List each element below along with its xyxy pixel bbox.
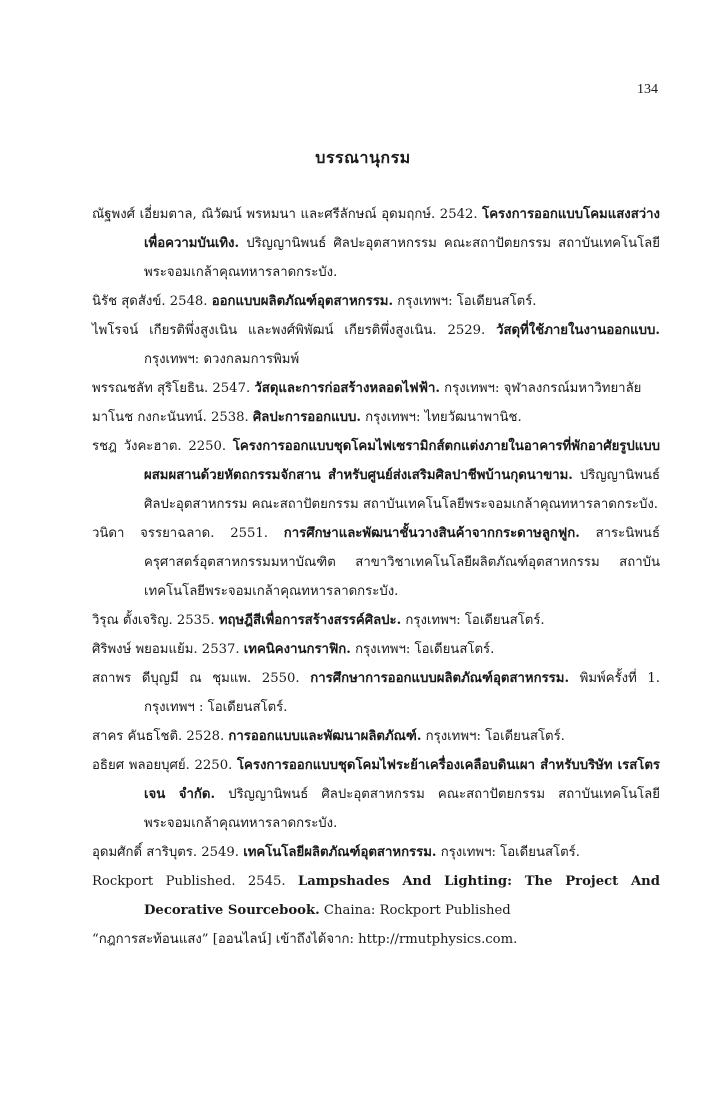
entry-publisher: สาระนิพนธ์ ครุศาสตร์อุตสาหกรรมมหาบัณฑิต สาขาวิชาเทคโนโลยีผลิตภัณฑ์อุตสาหกรรม สถาบันเทคโนโลยีพระจอมเกล้าคุณทหารลาดกระบัง. xyxy=(144,526,660,599)
entry-author-year: อธิยศ พลอยบุศย์. 2250. xyxy=(92,758,237,773)
page-title: บรรณานุกรม xyxy=(315,148,411,167)
bibliography-entry xyxy=(92,867,660,925)
entry-title: โครงการออกแบบชุดโคมไฟระย้าเครื่องเคลือบดินเผา สำหรับบริษัท เรสโตรเจน จำกัด. xyxy=(144,758,660,802)
entry-title: วัสดุและการก่อสร้างหลอดไฟฟ้า. xyxy=(254,381,440,396)
bibliography-entry xyxy=(92,519,660,606)
entry-author-year: “กฎการสะท้อนแสง” [ออนไลน์] เข้าถึงได้จาก: http://rmutphysics.com. xyxy=(92,932,518,947)
entry-publisher: Chaina: Rockport Published xyxy=(319,903,511,918)
entry-author-year: มาโนช กงกะนันทน์. 2538. xyxy=(92,410,253,425)
entry-publisher: ปริญญานิพนธ์ ศิลปะอุตสาหกรรม คณะสถาปัตยกรรม สถาบันเทคโนโลยีพระจอมเกล้าคุณทหารลาดกระบัง. xyxy=(144,236,660,280)
entry-title: การออกแบบและพัฒนาผลิตภัณฑ์. xyxy=(228,729,422,744)
entry-title: ทฤษฎีสีเพื่อการสร้างสรรค์ศิลปะ. xyxy=(218,613,402,628)
entry-title: การศึกษาและพัฒนาชั้นวางสินค้าจากกระดาษลูกฟูก. xyxy=(283,526,580,541)
bibliography-entry xyxy=(92,432,660,519)
bibliography-entry xyxy=(92,200,660,287)
entry-publisher: กรุงเทพฯ: ดวงกลมการพิมพ์ xyxy=(144,352,300,367)
entry-publisher: กรุงเทพฯ: โอเดียนสโตร์. xyxy=(436,845,580,860)
bibliography-entry xyxy=(92,403,660,432)
page-number: 134 xyxy=(637,82,658,97)
entry-publisher: กรุงเทพฯ: โอเดียนสโตร์. xyxy=(350,642,495,657)
entry-title: การศึกษาการออกแบบผลิตภัณฑ์อุตสาหกรรม. xyxy=(310,671,570,686)
entry-publisher: กรุงเทพฯ: โอเดียนสโตร์. xyxy=(393,294,537,309)
entry-author-year: วนิดา จรรยาฉลาด. 2551. xyxy=(92,526,284,541)
entry-title: วัสดุที่ใช้ภายในงานออกแบบ. xyxy=(496,323,660,338)
entry-author-year: สถาพร ดีบุญมี ณ ชุมแพ. 2550. xyxy=(92,671,311,686)
entry-publisher: กรุงเทพฯ: โอเดียนสโตร์. xyxy=(401,613,545,628)
entry-title: โครงการออกแบบชุดโคมไฟเซรามิกส์ตกแต่งภายในอาคารที่พักอาศัยรูปแบบผสมผสานด้วยหัตถกรรมจักสาน สำหรับศูนย์ส่งเสริมศิลปาชีพบ้านกุดนาขาม. xyxy=(144,439,660,483)
entry-publisher: พิมพ์ครั้งที่ 1. กรุงเทพฯ : โอเดียนสโตร์. xyxy=(144,671,660,715)
entry-author-year: ณัฐพงศ์ เอี่ยมตาล, ณิวัฒน์ พรหมนา และศรีลักษณ์ อุดมฤกษ์. 2542. xyxy=(92,207,483,222)
entry-publisher: กรุงเทพฯ: โอเดียนสโตร์. xyxy=(421,729,565,744)
entry-author-year: Rockport Published. 2545. xyxy=(92,874,298,889)
entry-author-year: ไพโรจน์ เกียรติพึ่งสูงเนิน และพงศ์พิพัฒน์ เกียรติพึ่งสูงเนิน. 2529. xyxy=(92,323,497,338)
bibliography-entry xyxy=(92,316,660,374)
bibliography-entry xyxy=(92,751,660,838)
entry-title: Lampshades And Lighting: The Project And Decorative Sourcebook. xyxy=(144,874,660,918)
entry-author-year: อุดมศักดิ์ สาริบุตร. 2549. xyxy=(92,845,244,860)
bibliography-list xyxy=(92,200,660,954)
entry-author-year: นิรัช สุดสังข์. 2548. xyxy=(92,294,212,309)
entry-author-year: รชฎ วังคะฮาต. 2250. xyxy=(92,439,233,454)
entry-publisher: กรุงเทพฯ: จุฬาลงกรณ์มหาวิทยาลัย xyxy=(439,381,642,396)
entry-title: เทคนิคงานกราฟิก. xyxy=(243,642,351,657)
bibliography-entry xyxy=(92,287,660,316)
entry-author-year: พรรณชลัท สุริโยธิน. 2547. xyxy=(92,381,255,396)
entry-title: เทคโนโลยีผลิตภัณฑ์อุตสาหกรรม. xyxy=(243,845,437,860)
bibliography-entry xyxy=(92,925,660,954)
bibliography-entry xyxy=(92,606,660,635)
entry-title: โครงการออกแบบโคมแสงสว่างเพื่อความบันเทิง. xyxy=(144,207,660,251)
entry-publisher: ปริญญานิพนธ์ ศิลปะอุตสาหกรรม คณะสถาปัตยกรรม สถาบันเทคโนโลยีพระจอมเกล้าคุณทหารลาดกระบัง. xyxy=(144,787,660,831)
bibliography-entry xyxy=(92,374,660,403)
entry-title: ศิลปะการออกแบบ. xyxy=(252,410,361,425)
bibliography-entry xyxy=(92,635,660,664)
bibliography-entry xyxy=(92,722,660,751)
entry-author-year: วิรุณ ตั้งเจริญ. 2535. xyxy=(92,613,219,628)
bibliography-entry xyxy=(92,838,660,867)
entry-title: ออกแบบผลิตภัณฑ์อุตสาหกรรม. xyxy=(211,294,394,309)
entry-author-year: สาคร คันธโชติ. 2528. xyxy=(92,729,229,744)
bibliography-entry xyxy=(92,664,660,722)
entry-publisher: กรุงเทพฯ: ไทยวัฒนาพานิช. xyxy=(360,410,522,425)
entry-publisher: ปริญญานิพนธ์ ศิลปะอุตสาหกรรม คณะสถาปัตยกรรม สถาบันเทคโนโลยีพระจอมเกล้าคุณทหารลาดกระบัง. xyxy=(144,468,661,512)
entry-author-year: ศิริพงษ์ พยอมแย้ม. 2537. xyxy=(92,642,244,657)
